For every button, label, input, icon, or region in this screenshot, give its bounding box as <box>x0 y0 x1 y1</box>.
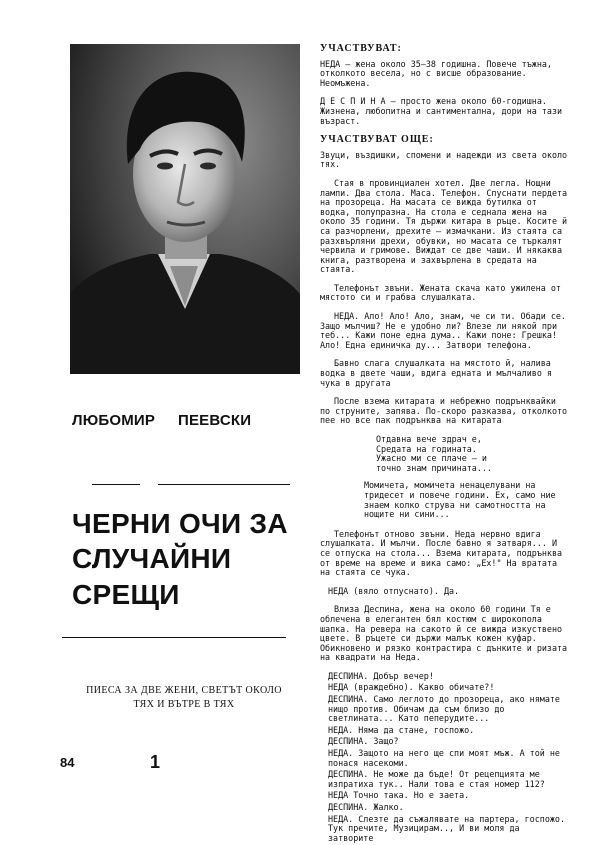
song-line: Средата на годината. <box>376 443 477 454</box>
song-verse-1 <box>376 435 570 473</box>
page-number: 84 <box>60 755 75 770</box>
song-line: точно знам причината... <box>376 462 492 473</box>
author-first-name: ЛЮБОМИР <box>72 412 156 429</box>
play-text-column <box>320 44 570 845</box>
dialogue-line: НЕДА. Слезте да съжалявате на партера, госпожо. Тук пречите, Музицирам.., И ви моля да затворите <box>328 813 565 843</box>
song-verse-2 <box>364 481 570 519</box>
dialogue-line: ДЕСПИНА. Добър вечер! <box>328 670 434 681</box>
dialogue-line: НЕДА. Защото на него ще спи моят мъж. А той не понася насекоми. <box>328 748 560 768</box>
dialogue-neda-yes: НЕДА (вяло отпуснато). Да. <box>328 585 460 596</box>
section-number: 1 <box>150 752 161 772</box>
dialogue-line: ДЕСПИНА. Само леглото до прозореца, ако нямате нищо против. Обичам да съм близо до светлината... Като пеперудите... <box>328 694 560 724</box>
cast-neda: НЕДА — жена около 35—38 годишна. Повече тъжна, отколкото весела, но с висше образование. Неомъжена. <box>320 58 552 88</box>
dialogue-line: ДЕСПИНА. Защо? <box>328 736 399 747</box>
portrait-image <box>70 44 300 374</box>
author-last-name: ПЕЕВСКИ <box>178 412 252 429</box>
divider-long <box>158 484 290 485</box>
song-line: Ужасно ми се плаче — и <box>376 453 487 464</box>
play-title-line-2: СЛУЧАЙНИ <box>72 543 232 574</box>
song-line: тридесет и повече години. Ех, само ние <box>364 489 556 500</box>
play-subtitle: ПИЕСА ЗА ДВЕ ЖЕНИ, СВЕТЪТ ОКОЛО ТЯХ И ВЪТРЕ В ТЯХ <box>86 685 282 710</box>
stage-direction-1: Стая в провинциален хотел. Две легла. Нощни лампи. Два стола. Маса. Телефон. Спуснати пердета на прозореца. На масата се вижда бутилка от водка, полупразна. На стола е седнала жена на около 35 години. Тя държи китара в ръце. Косите й са разчорлени, дрехите — измачкани. Из стаята са разхвърляни дрехи, обувки, но масата се търкалят червила и гримове. Виждат се две чаши. И някаква книга, разтворена и захвърлена в средата на стаята. <box>320 177 568 275</box>
dialogue-line: НЕДА. Няма да стане, госпожо. <box>328 724 475 735</box>
song-line: Отдавна вече здрач е, <box>376 434 482 444</box>
divider-short <box>92 484 140 485</box>
play-title-line-3: СРЕЩИ <box>72 579 180 610</box>
song-line: знаем колко струва ни самотността на <box>364 499 546 510</box>
stage-direction-4: После взема китарата и небрежно подрънквайки по струните, запява. По-скоро разказва, отколкото пее но все пак подрънква на китарата <box>320 396 568 426</box>
cast-heading: УЧАСТВУВАТ: <box>320 43 402 54</box>
also-heading: УЧАСТВУВАТ ОЩЕ: <box>320 134 434 146</box>
stage-direction-2: Телефонът звъни. Жената скача като ужилена от мястото си и грабва слушалката. <box>320 282 561 303</box>
dialogue-line: ДЕСПИНА. Жалко. <box>328 802 404 812</box>
dialogue-line: НЕДА (враждебно). Какво обичате?! <box>328 682 495 693</box>
play-title-line-1: ЧЕРНИ ОЧИ ЗА <box>72 508 288 539</box>
stage-direction-3: Бавно слага слушалката на мястото й, налива водка в двете чаши, вдига едната и мълчаливо я чука в другата <box>320 358 552 388</box>
cast-despina: Д Е С П И Н А — просто жена около 60-годишна. Жизнена, любопитна и сантиментална, дори на тази възраст. <box>320 96 563 126</box>
title-underline <box>62 637 286 638</box>
also-text: Звуци, въздишки, спомени и надежди из света около тях. <box>320 149 568 170</box>
stage-direction-6: Влиза Деспина, жена на около 60 години Тя е облечена в елегантен бял костюм с широкопола шапка. На ревера на сакото й се вижда изкуствено цвете. В ръцете си държи малък кожен куфар. Обикновено и рязко контрастира с дънките и ризата на квадрати на Неда. <box>320 604 568 663</box>
author-portrait-photo <box>70 44 300 374</box>
song-line: Момичета, момичета ненацелувани на <box>364 480 536 491</box>
dialogue-line: НЕДА Точно така. Но е заета. <box>328 790 470 801</box>
stage-direction-5: Телефонът отново звъни. Неда нервно вдига слушалката. И мълчи. После бавно я затваря... И се отпуска на стола... Взема китарата, подрънква от време на време и вика само: „Ех!" На вратата на стаята се чука. <box>320 528 563 578</box>
song-line: нощите ни сини... <box>364 509 450 520</box>
dialogue-neda-phone: НЕДА. Ало! Ало! Ало, знам, че си ти. Обади се. Защо мълчиш? Не е удобно ли? Влезе ли някой при теб... Кажи поне една дума.. Кажи поне: Грешка! Ало! Една единичка ду... Затвори телефона. <box>320 311 566 350</box>
dialogue-line: ДЕСПИНА. Не може да бъде! От рецепцията ме изпратиха тук.. Нали това е стая номер 112? <box>328 769 545 789</box>
